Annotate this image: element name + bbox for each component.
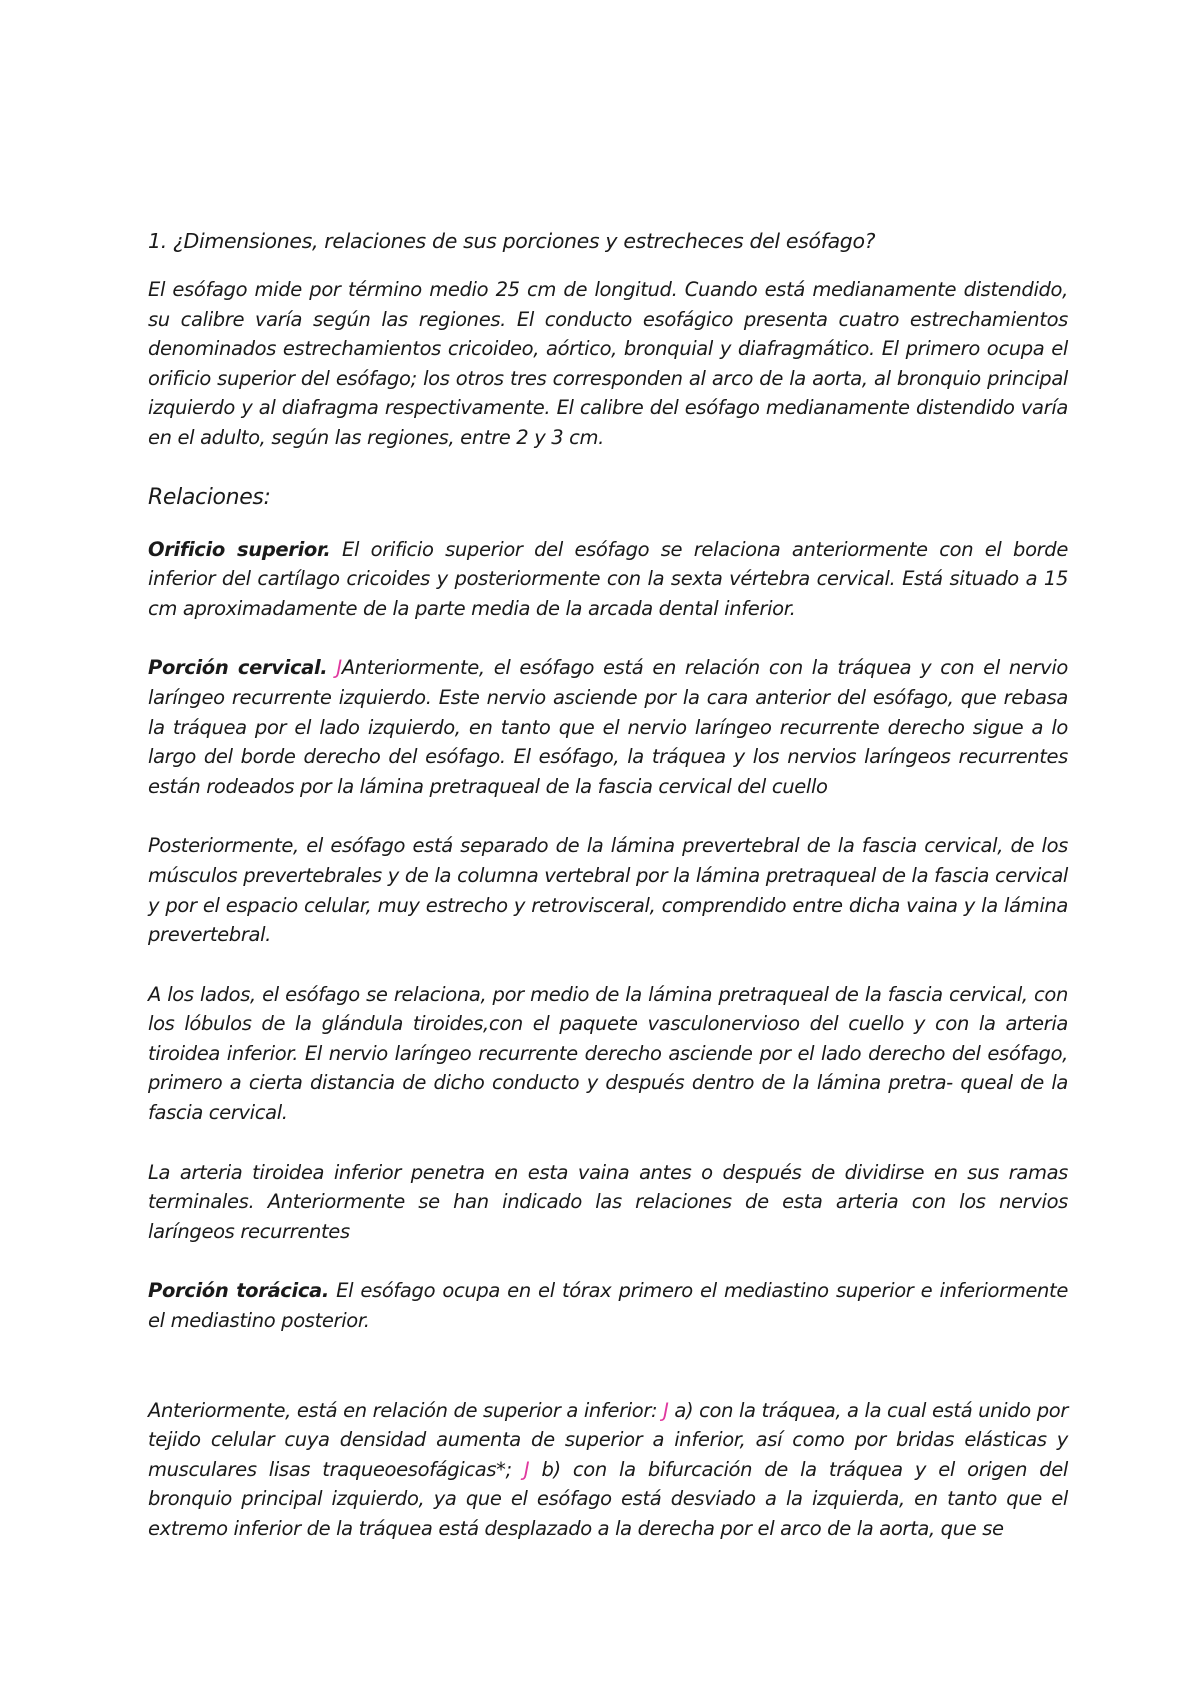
anterior-part3: b) con la bifurcación de la tráquea y el origen del bronquio principal izquierdo, ya que el esófago está desviado a la izquierda, en tanto que el extremo inferior de la tráquea está desplazado a la derecha por el arco de la aorta, que se bbox=[148, 1457, 1068, 1540]
toracica-label: Porción torácica. bbox=[148, 1279, 329, 1303]
toracica-text: El esófago ocupa en el tórax primero el mediastino superior e inferiormente el mediastino posterior. bbox=[148, 1279, 1068, 1333]
document-page bbox=[148, 226, 1068, 1544]
cervical-paragraph bbox=[148, 653, 1068, 801]
orificio-paragraph bbox=[148, 535, 1068, 624]
orificio-label: Orificio superior. bbox=[148, 537, 331, 561]
intro-paragraph: El esófago mide por término medio 25 cm de longitud. Cuando está medianamente distendido, su calibre varía según las regiones. El conducto esofágico presenta cuatro estrechamientos denominados estrechamientos cricoideo, aórtico, bronquial y diafragmático. El primero ocupa el orificio superior del esófago; los otros tres corresponden al arco de la aorta, al bronquio principal izquierdo y al diafragma respectivamente. El calibre del esófago medianamente distendido varía en el adulto, según las regiones, entre 2 y 3 cm. bbox=[148, 278, 1068, 449]
anterior-marker-2: J bbox=[523, 1457, 530, 1481]
orificio-text: El orificio superior del esófago se relaciona anteriormente con el borde inferior del cartílago cricoides y posteriormente con la sexta vértebra cervical. Está situado a 15 cm aproximadamente de la parte media de la arcada dental inferior. bbox=[148, 537, 1068, 620]
toracica-paragraph bbox=[148, 1276, 1068, 1335]
arteria-paragraph: La arteria tiroidea inferior penetra en esta vaina antes o después de dividirse en sus ramas terminales. Anteriormente se han indicado las relaciones de esta arteria con los nervios laríngeos recurrentes bbox=[148, 1160, 1068, 1243]
relaciones-heading: Relaciones: bbox=[148, 484, 271, 510]
anterior-part1: Anteriormente, está en relación de superior a inferior: bbox=[148, 1398, 664, 1422]
anterior-paragraph bbox=[148, 1396, 1068, 1544]
cervical-label: Porción cervical. bbox=[148, 656, 328, 680]
cervical-text: Anteriormente, el esófago está en relación con la tráquea y con el nervio laríngeo recurrente izquierdo. Este nervio asciende por la cara anterior del esófago, que rebasa la tráquea por el lado izquierdo, en tanto que el nervio laríngeo recurrente derecho sigue a lo largo del borde derecho del esófago. El esófago, la tráquea y los nervios laríngeos recurrentes están rodeados por la lámina pretraqueal de la fascia cervical del cuello bbox=[148, 656, 1068, 798]
posterior-paragraph: Posteriormente, el esófago está separado de la lámina prevertebral de la fascia cervical, de los músculos prevertebrales y de la columna vertebral por la lámina pretraqueal de la fascia cervical y por el espacio celular, muy estrecho y retrovisceral, comprendido entre dicha vaina y la lámina prevertebral. bbox=[148, 834, 1068, 947]
question-title: 1. ¿Dimensiones, relaciones de sus porciones y estrecheces del esófago? bbox=[148, 229, 876, 253]
cervical-marker: J bbox=[336, 656, 342, 680]
lados-paragraph: A los lados, el esófago se relaciona, por medio de la lámina pretraqueal de la fascia cervical, con los lóbulos de la glándula tiroides,con el paquete vasculonervioso del cuello y con la arteria tiroidea inferior. El nervio laríngeo recurrente derecho asciende por el lado derecho del esófago, primero a cierta distancia de dicho conducto y después dentro de la lámina pretra- queal de la fascia cervical. bbox=[148, 982, 1068, 1125]
anterior-part2: a) con la tráquea, a la cual está unido por tejido celular cuya densidad aumenta de superior a inferior, así como por bridas elásticas y musculares lisas traqueoesofágicas*; bbox=[148, 1398, 1068, 1481]
anterior-marker-1: J bbox=[663, 1398, 669, 1422]
